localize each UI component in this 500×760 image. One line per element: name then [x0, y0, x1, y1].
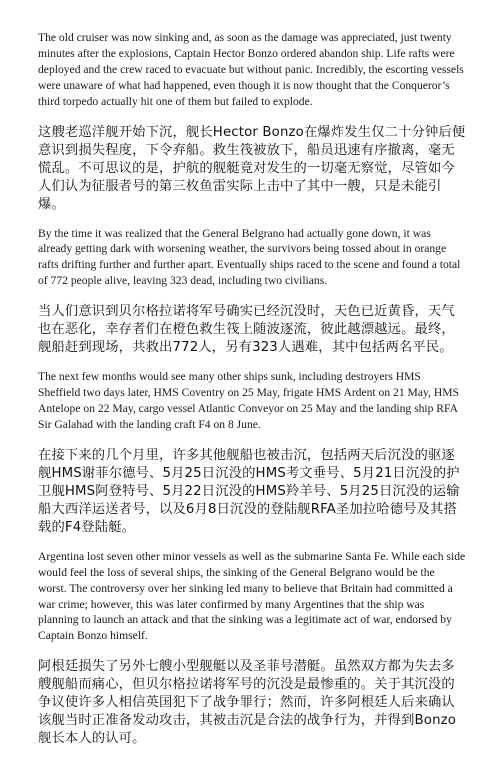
paragraph-en-1: The old cruiser was now sinking and, as soon as the damage was appreciated, just twenty minutes after the explosions, Captain Hector Bonzo ordered abandon ship. Life rafts were deployed and the crew raced to evacuate but without panic. Incredibly, the escorting vessels were unaware of what had happened, even though it is now thought that the Conqueror’s third torpedo actually hit one of them but failed to explode. — [38, 31, 464, 108]
paragraph-en-4: Argentina lost seven other minor vessels as well as the submarine Santa Fe. While each side would feel the loss of several ships, the sinking of the General Belgrano would be the worst. The controversy over her sinking led many to believe that Britain had committed a war crime; however, this was later confirmed by many Argentines that the ship was planning to launch an attack and that the sinking was a legitimate act of war, endorsed by Captain Bonzo himself. — [38, 549, 466, 643]
paragraph-zh-2: 当人们意识到贝尔格拉诺将军号确实已经沉没时，天色已近黄昏，天气也在恶化，幸存者们在橙色救生筏上随波逐流，彼此越漂越远。最终，舰船赶到现场，共救出772人，另有323人遇难，其中包括两名平民。 — [38, 304, 455, 356]
paragraph-zh-3: 在接下来的几个月里，许多其他舰船也被击沉，包括两天后沉没的驱逐舰HMS谢菲尔德号、5月25日沉没的HMS考文垂号、5月21日沉没的护卫舰HMS阿登特号、5月22日沉没的HMS羚羊号、5月25日沉没的运输船大西洋运送者号，以及6月8日沉没的登陆舰RFA圣加拉哈德号及其搭载的F4登陆艇。 — [38, 447, 460, 535]
paragraph-zh-4: 阿根廷损失了另外七艘小型舰艇以及圣菲号潜艇。虽然双方都为失去多艘舰船而痛心，但贝尔格拉诺将军号的沉没是最惨重的。关于其沉没的争议使许多人相信英国犯下了战争罪行；然而，许多阿根廷人后来确认该舰当时正准备发动攻击，其被击沉是合法的战争行为，并得到Bonzo舰长本人的认可。 — [38, 659, 457, 747]
paragraph-en-3: The next few months would see many other ships sunk, including destroyers HMS Sheffield two days later, HMS Coventry on 25 May, frigate HMS Ardent on 21 May, HMS Antelope on 22 May, cargo vessel Atlantic Conveyor on 25 May and the landing ship RFA Sir Galahad with the landing craft F4 on 8 June. — [38, 370, 459, 431]
paragraph-en-2: By the time it was realized that the General Belgrano had actually gone down, it was already getting dark with worsening weather, the survivors being tossed about in orange rafts drifting further and further apart. Eventually ships raced to the scene and found a total of 772 people alive, leaving 323 dead, including two civilians. — [38, 226, 461, 288]
paragraph-zh-1: 这艘老巡洋舰开始下沉，舰长Hector Bonzo在爆炸发生仅二十分钟后便意识到损失程度，下令弃船。救生筏被放下，船员迅速有序撤离，毫无慌乱。不可思议的是，护航的舰艇竟对发生的一切毫无察觉，尽管如今人们认为征服者号的第三枚鱼雷实际上击中了其中一艘，只是未能引爆。 — [38, 124, 466, 212]
article-body — [38, 30, 466, 760]
